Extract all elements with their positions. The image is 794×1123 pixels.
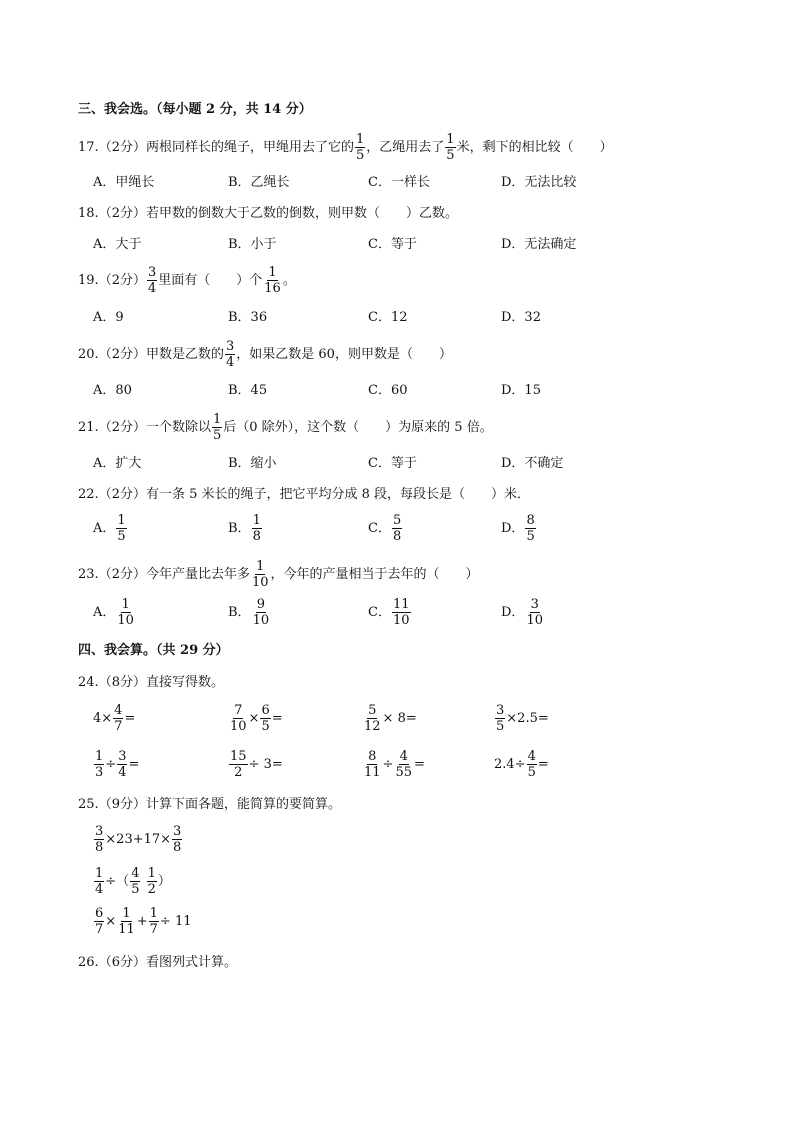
option-c: C．等于 — [368, 456, 417, 471]
question-text: 计算下面各题，能简算的要简算。 — [145, 797, 341, 812]
question-score: （8分） — [98, 675, 146, 690]
option-b: B．乙绳长 — [228, 175, 290, 190]
fraction: $\frac{15}{2}$ — [230, 749, 247, 780]
calc-item: $\frac{3}{5}$ ×2.5= — [496, 703, 549, 734]
question-text: 有一条 5 米长的绳子，把它平均分成 8 段，每段长是（ ）米． — [145, 487, 531, 502]
question-24 — [78, 675, 224, 691]
fraction: $\frac{5}{12}$ — [364, 703, 381, 734]
question-score: （9分） — [98, 797, 146, 812]
question-score: （2分） — [98, 272, 146, 288]
option-b: B．36 — [228, 310, 268, 325]
option-c: C．12 — [368, 310, 408, 325]
fraction: $\frac{3}{4}$ — [147, 265, 157, 296]
option-d: D． $\frac{8}{5}$ — [501, 513, 535, 544]
fraction: $\frac{3}{8}$ — [173, 824, 182, 855]
fraction: $\frac{1}{5}$ — [212, 412, 222, 443]
option-d: D．不确定 — [501, 456, 564, 471]
option-d: D． $\frac{3}{10}$ — [501, 597, 543, 628]
fraction: $\frac{4}{5}$ — [131, 866, 140, 897]
fraction: $\frac{1}{5}$ — [117, 513, 126, 544]
fraction: $\frac{1}{10}$ — [117, 597, 134, 628]
fraction: $\frac{4}{5}$ — [527, 749, 536, 780]
option-a: A．80 — [93, 383, 132, 398]
question-20 — [78, 340, 452, 369]
option-c: C．60 — [368, 383, 408, 398]
question-text: 直接写得数。 — [145, 675, 224, 690]
question-number: 25. — [78, 797, 99, 812]
question-25 — [78, 797, 341, 813]
question-score: （2分） — [98, 206, 146, 221]
option-b: B． $\frac{1}{8}$ — [228, 513, 261, 544]
fraction: $\frac{1}{8}$ — [252, 513, 261, 544]
fraction: $\frac{4}{55}$ — [395, 749, 412, 780]
option-a: A．甲绳长 — [93, 175, 155, 190]
option-b: B．缩小 — [228, 456, 277, 471]
question-text: 一个数除以 — [145, 419, 211, 435]
question-text: 里面有（ ）个 — [158, 272, 263, 288]
option-c: C．等于 — [368, 237, 417, 252]
option-d: D．无法比较 — [501, 175, 577, 190]
fraction: $\frac{3}{5}$ — [496, 703, 505, 734]
calc-item: $\frac{1}{3}$ ÷ $\frac{3}{4}$ = — [95, 749, 140, 780]
option-a: A．扩大 — [93, 456, 142, 471]
question-text: 甲数是乙数的 — [145, 346, 224, 362]
question-18 — [78, 206, 458, 222]
option-b: B．小于 — [228, 237, 277, 252]
option-b: B．45 — [228, 383, 268, 398]
question-number: 19. — [78, 272, 99, 288]
question-text: 今年产量比去年多 — [145, 566, 250, 582]
option-d: D．无法确定 — [501, 237, 577, 252]
option-c: C． $\frac{11}{10}$ — [368, 597, 410, 628]
question-text: 两根同样长的绳子，甲绳用去了它的 — [145, 139, 354, 155]
fraction: $\frac{1}{4}$ — [95, 866, 104, 897]
question-text: 看图列式计算。 — [145, 955, 237, 970]
fraction: $\frac{1}{5}$ — [446, 132, 455, 163]
question-text: 若甲数的倒数大于乙数的倒数，则甲数（ ）乙数。 — [145, 206, 458, 221]
fraction: $\frac{1}{16}$ — [264, 265, 281, 296]
calc-item: 4× $\frac{4}{7}$ = — [93, 703, 136, 734]
question-text: 后（0 除外），这个数（ ）为原来的 5 倍。 — [223, 419, 493, 435]
question-number: 26. — [78, 955, 99, 970]
fraction: $\frac{3}{8}$ — [95, 824, 104, 855]
calc-item: $\frac{8}{11}$ ÷ $\frac{4}{55}$ = — [364, 749, 425, 780]
question-score: （2分） — [98, 346, 146, 362]
question-text: ，今年的产量相当于去年的（ ） — [270, 566, 479, 582]
question-number: 17. — [78, 139, 99, 155]
fraction: $\frac{1}{7}$ — [149, 906, 158, 937]
option-a: A．大于 — [93, 237, 142, 252]
question-22 — [78, 487, 530, 503]
question-23 — [78, 560, 479, 589]
fraction: $\frac{6}{7}$ — [95, 906, 104, 937]
fraction: $\frac{8}{11}$ — [364, 749, 381, 780]
option-a: A． $\frac{1}{10}$ — [93, 597, 134, 628]
question-score: （2分） — [98, 566, 146, 582]
question-text: 米，剩下的相比较（ ） — [456, 139, 613, 155]
option-c: C．一样长 — [368, 175, 430, 190]
section-3-title: 三、我会选。（每小题 2 分，共 14 分） — [78, 102, 312, 117]
fraction: $\frac{1}{11}$ — [118, 906, 135, 937]
question-text: ，如果乙数是 60，则甲数是（ ） — [236, 346, 452, 362]
option-b: B． $\frac{9}{10}$ — [228, 597, 270, 628]
fraction: $\frac{11}{10}$ — [392, 597, 410, 628]
option-d: D．32 — [501, 310, 541, 325]
question-text: ，乙绳用去了 — [366, 139, 445, 155]
question-score: （2分） — [98, 487, 146, 502]
section-4-title: 四、我会算。（共 29 分） — [78, 643, 229, 658]
calc-item: $\frac{5}{12}$ × 8= — [364, 703, 417, 734]
question-19 — [78, 266, 296, 295]
fraction: $\frac{9}{10}$ — [252, 597, 270, 628]
fraction: $\frac{1}{2}$ — [147, 866, 156, 897]
question-17 — [78, 133, 613, 162]
fraction: $\frac{1}{10}$ — [251, 559, 269, 590]
option-d: D．15 — [501, 383, 541, 398]
fraction: $\frac{1}{3}$ — [95, 749, 104, 780]
option-c: C． $\frac{5}{8}$ — [368, 513, 402, 544]
question-number: 23. — [78, 566, 99, 582]
option-a: A． $\frac{1}{5}$ — [93, 513, 126, 544]
question-score: （6分） — [98, 955, 146, 970]
calc-expression: $\frac{1}{4}$ ÷（ $\frac{4}{5}$ $\frac{1}{2}$ ） — [95, 866, 171, 897]
calc-expression: $\frac{3}{8}$ ×23+17× $\frac{3}{8}$ — [95, 824, 182, 855]
question-number: 18. — [78, 206, 99, 221]
question-number: 22. — [78, 487, 99, 502]
question-number: 21. — [78, 419, 99, 435]
calc-item: 2.4÷ $\frac{4}{5}$ = — [494, 749, 549, 780]
fraction: $\frac{3}{4}$ — [118, 749, 127, 780]
fraction: $\frac{7}{10}$ — [230, 703, 247, 734]
fraction: $\frac{5}{8}$ — [392, 513, 402, 544]
fraction: $\frac{6}{5}$ — [261, 703, 270, 734]
question-number: 24. — [78, 675, 99, 690]
fraction: $\frac{4}{7}$ — [114, 703, 123, 734]
fraction: $\frac{3}{10}$ — [526, 597, 543, 628]
option-a: A．9 — [93, 310, 124, 325]
question-26 — [78, 955, 237, 971]
calc-expression: $\frac{6}{7}$ × $\frac{1}{11}$ + $\frac{1}{7}$ ÷ 11 — [95, 906, 192, 937]
question-text: 。 — [282, 272, 296, 288]
calc-item: $\frac{7}{10}$ × $\frac{6}{5}$ = — [230, 703, 283, 734]
question-score: （2分） — [98, 419, 146, 435]
question-21 — [78, 413, 493, 442]
calc-item: $\frac{15}{2}$ ÷ 3= — [230, 749, 283, 780]
question-number: 20. — [78, 346, 99, 362]
question-score: （2分） — [98, 139, 146, 155]
fraction: $\frac{3}{4}$ — [225, 339, 235, 370]
fraction: $\frac{8}{5}$ — [526, 513, 535, 544]
fraction: $\frac{1}{5}$ — [355, 132, 365, 163]
